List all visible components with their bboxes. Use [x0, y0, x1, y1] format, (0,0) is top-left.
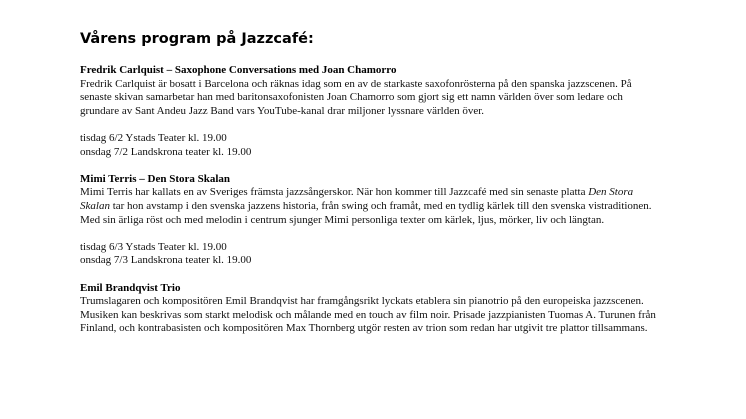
event-description: [80, 186, 660, 227]
description-text: Trumslagaren och kompositören Emil Brandqvist har framgångsrikt lyckats etablera sin pianotrio på den europeiska jazzscenen. Musiken kan beskrivas som starkt melodisk och målande med en touch av film noir. Prisade jazzpianisten Tuomas A. Turunen från Finland, och kontrabasisten och kompositören Max Thornberg utgör resten av trion som redan har utgivit tre plattor tillsammans.: [80, 295, 656, 335]
date-line: onsdag 7/2 Landskrona teater kl. 19.00: [80, 145, 252, 158]
date-line: onsdag 7/3 Landskrona teater kl. 19.00: [80, 254, 252, 267]
event-fredrik-carlquist: [80, 64, 660, 159]
event-title: Mimi Terris – Den Stora Skalan: [80, 172, 231, 185]
event-mimi-terris: [80, 173, 660, 268]
event-title: Emil Brandqvist Trio: [80, 281, 181, 294]
description-text: tar hon avstamp i den svenska jazzens historia, från swing och framåt, med en tydlig kärlek till den svenska vistraditionen. Med sin ärliga röst och med melodin i centrum sjunger Mimi personliga texter om kärlek, ljus, mörker, liv och längtan.: [80, 199, 652, 226]
date-line: tisdag 6/2 Ystads Teater kl. 19.00: [80, 131, 227, 144]
description-text: Fredrik Carlquist är bosatt i Barcelona och räknas idag som en av de starkaste saxofonrösterna på den spanska jazzscenen. På senaste skivan samarbetar han med baritonsaxofonisten Joan Chamorro som gjort sig ett namn världen över som ledare och grundare av Sant Andeu Jazz Band vars YouTube-kanal drar miljoner lyssnare världen över.: [80, 77, 632, 117]
date-line: tisdag 6/3 Ystads Teater kl. 19.00: [80, 240, 227, 253]
description-text: Mimi Terris har kallats en av Sveriges främsta jazzsångerskor. När hon kommer till Jazzcafé med sin senaste platta: [80, 186, 589, 199]
event-emil-brandqvist: [80, 282, 660, 336]
album-title: Den Stora Skalan: [80, 186, 634, 212]
spacer: [80, 268, 660, 282]
event-dates: [80, 132, 660, 159]
page-title: Vårens program på Jazzcafé:: [80, 31, 314, 47]
document-page: [80, 30, 660, 336]
event-description: [80, 295, 660, 336]
event-dates: [80, 241, 660, 268]
event-title: Fredrik Carlquist – Saxophone Conversations med Joan Chamorro: [80, 64, 397, 76]
event-description: [80, 78, 660, 119]
spacer: [80, 159, 660, 173]
